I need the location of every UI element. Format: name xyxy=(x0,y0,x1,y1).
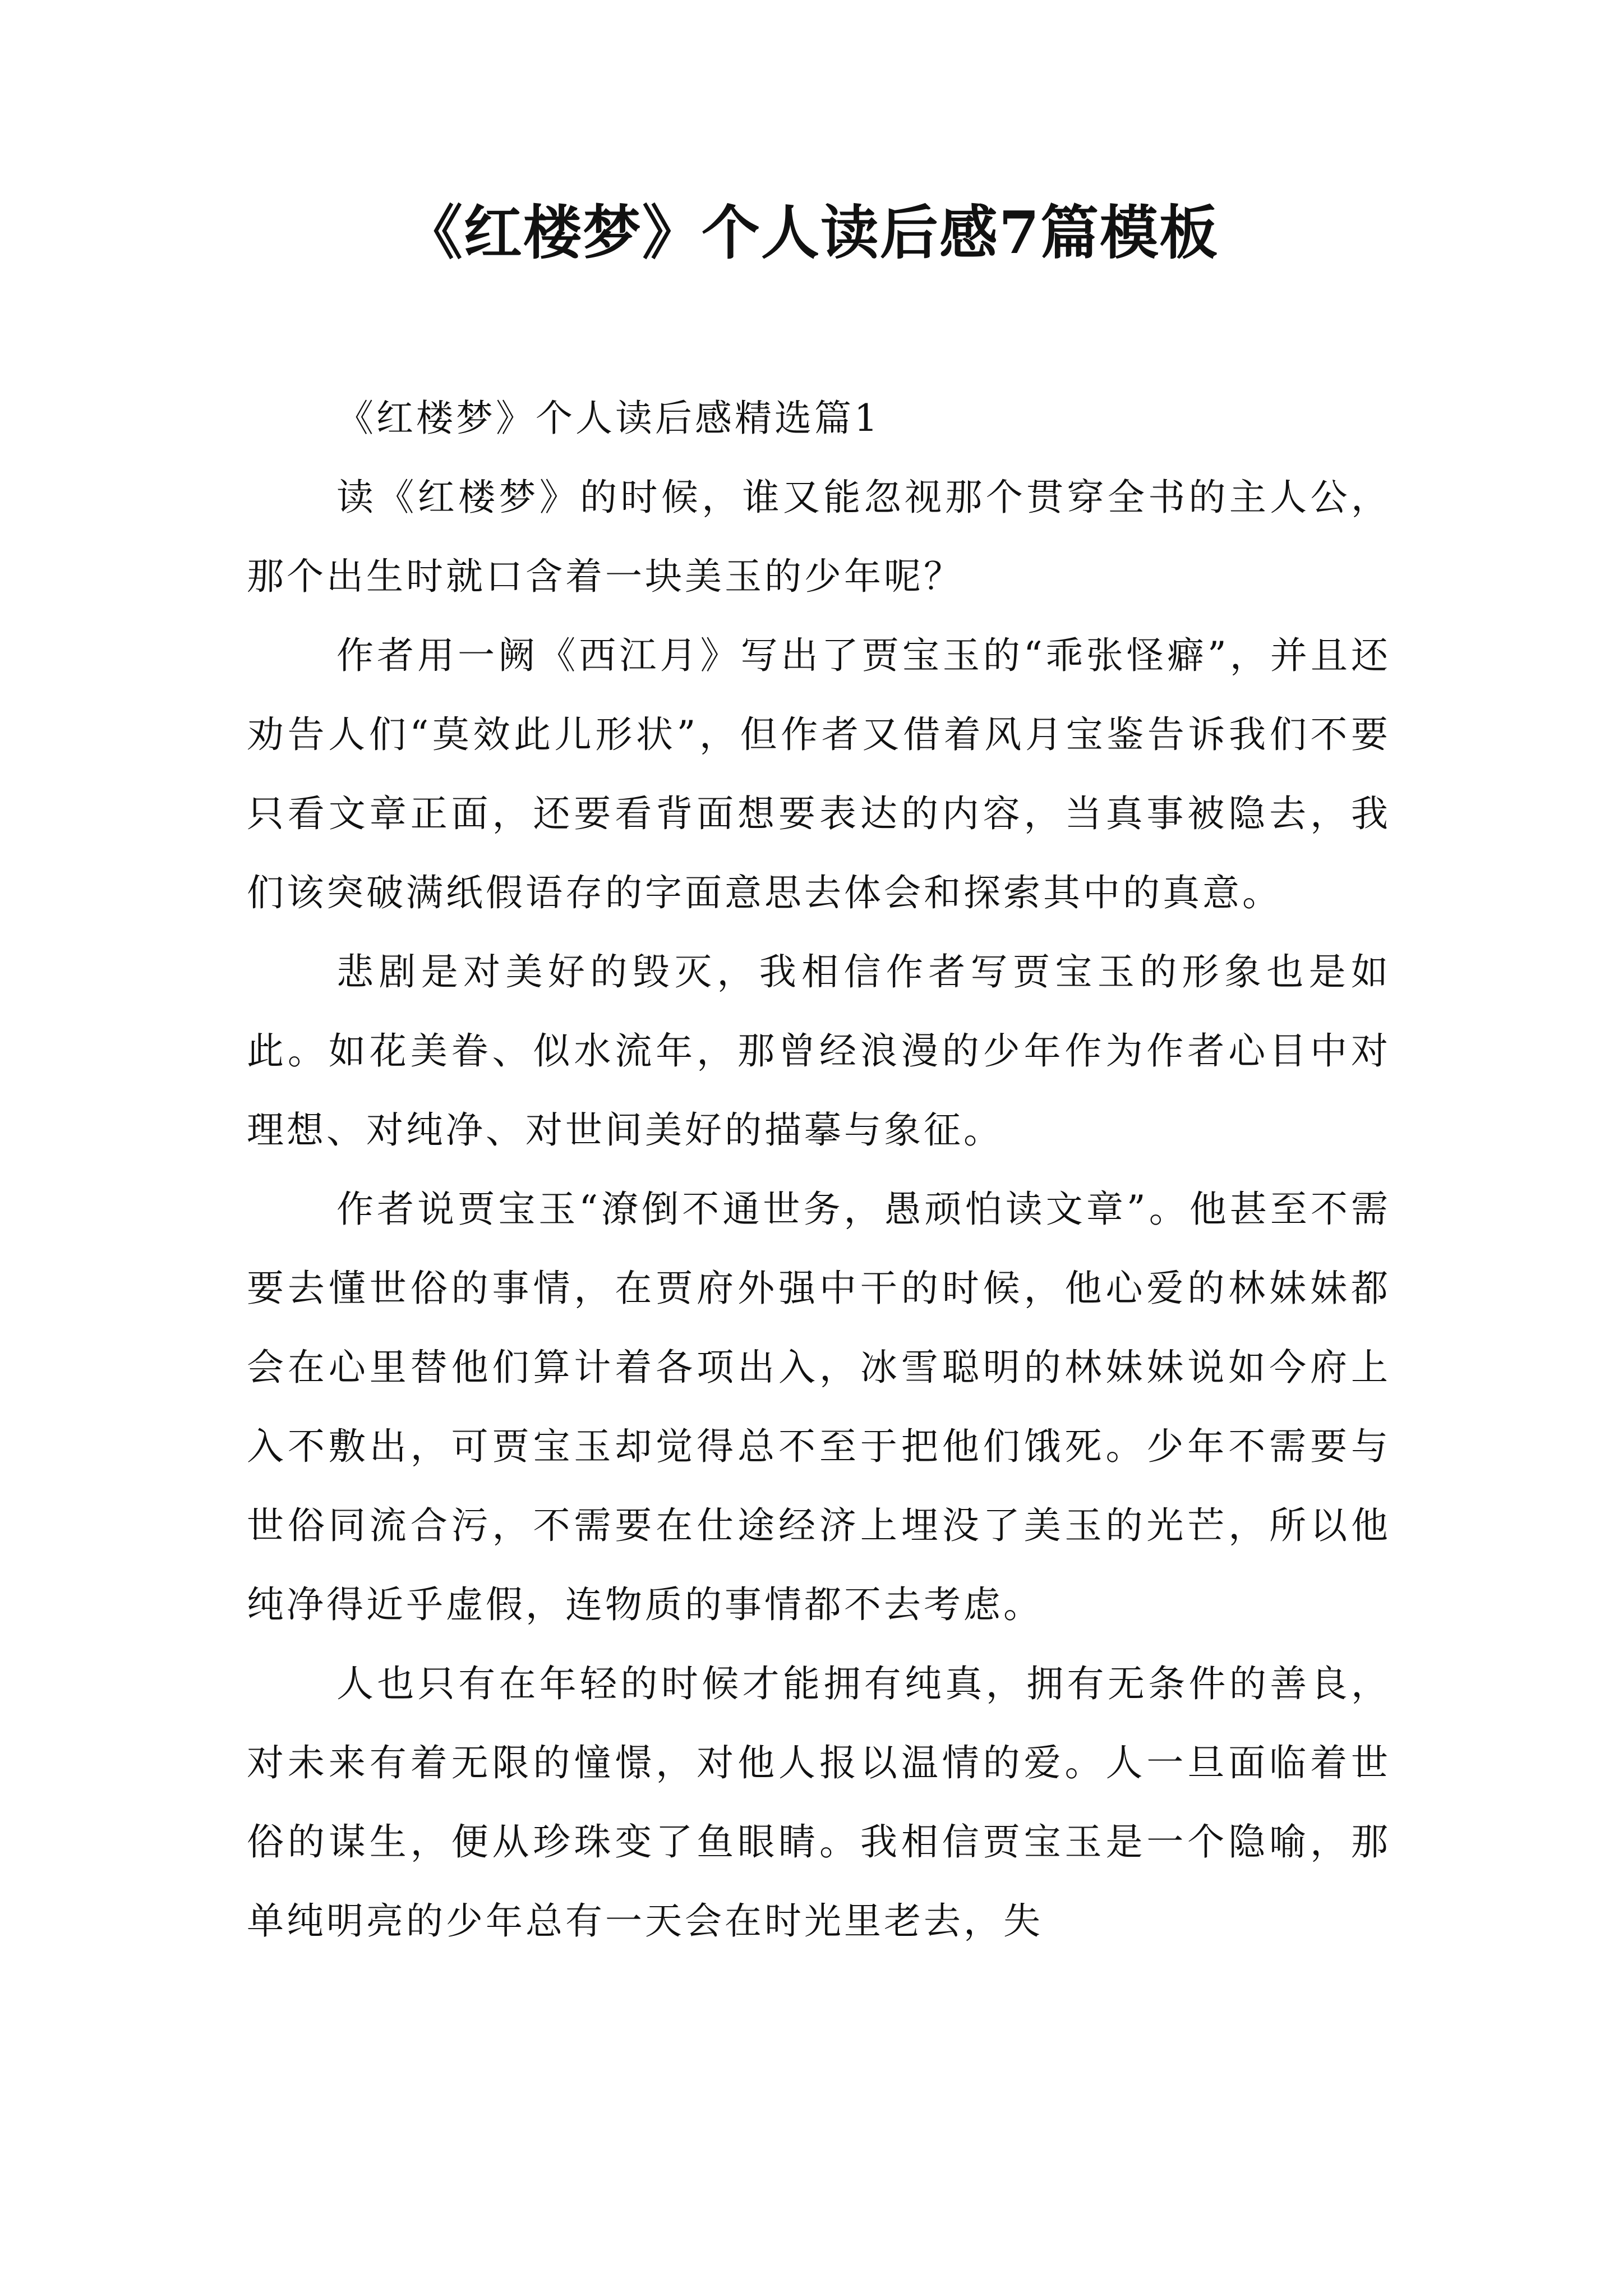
paragraph-1: 读《红楼梦》的时候，谁又能忽视那个贯穿全书的主人公，那个出生时就口含着一块美玉的少年呢？ xyxy=(247,476,1391,598)
document-title: 《红楼梦》个人读后感7篇模板 xyxy=(404,198,1219,267)
paragraph-2: 作者用一阙《西江月》写出了贾宝玉的“乖张怪癖”，并且还劝告人们“莫效此儿形状”，但作者又借着风月宝鉴告诉我们不要只看文章正面，还要看背面想要表达的内容，当真事被隐去，我们该突破满纸假语存的字面意思去体会和探索其中的真意。 xyxy=(247,634,1391,914)
paragraph-5: 人也只有在年轻的时候才能拥有纯真，拥有无条件的善良，对未来有着无限的憧憬，对他人报以温情的爱。人一旦面临着世俗的谋生，便从珍珠变了鱼眼睛。我相信贾宝玉是一个隐喻，那单纯明亮的少年总有一天会在时光里老去，失 xyxy=(247,1662,1391,1943)
paragraph-3: 悲剧是对美好的毁灭，我相信作者写贾宝玉的形象也是如此。如花美眷、似水流年，那曾经浪漫的少年作为作者心目中对理想、对纯净、对世间美好的描摹与象征。 xyxy=(247,950,1391,1152)
paragraph-4: 作者说贾宝玉“潦倒不通世务，愚顽怕读文章”。他甚至不需要去懂世俗的事情，在贾府外强中干的时候，他心爱的林妹妹都会在心里替他们算计着各项出入，冰雪聪明的林妹妹说如今府上入不敷出，可贾宝玉却觉得总不至于把他们饿死。少年不需要与世俗同流合污，不需要在仕途经济上埋没了美玉的光芒，所以他纯净得近乎虚假，连物质的事情都不去考虑。 xyxy=(247,1188,1391,1626)
document-body xyxy=(247,379,1391,1961)
section-heading: 《红楼梦》个人读后感精选篇1 xyxy=(336,397,880,440)
